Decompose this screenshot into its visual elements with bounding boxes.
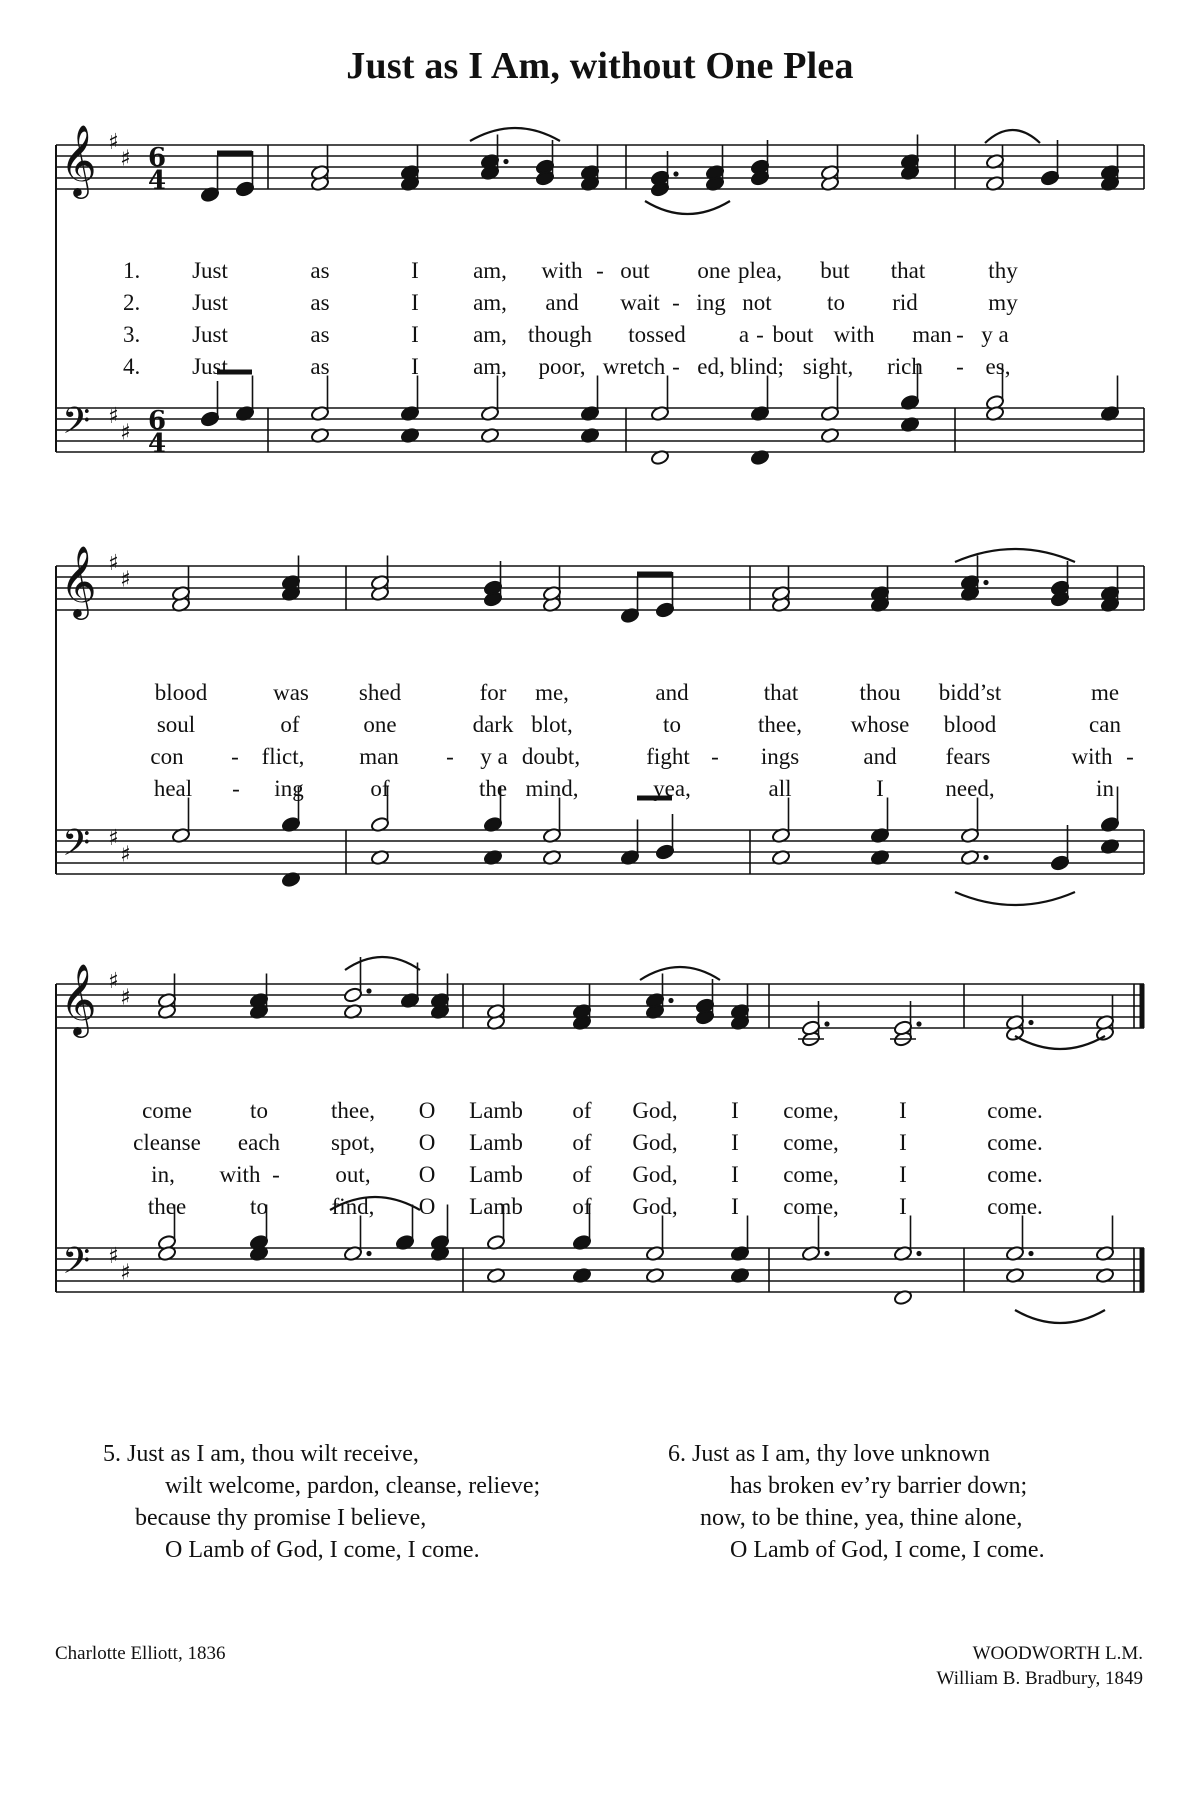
lyric-syllable: blind; xyxy=(730,354,784,379)
augmentation-dot xyxy=(366,1251,371,1256)
lyric-syllable: with xyxy=(1071,744,1113,769)
augmentation-dot xyxy=(1028,1020,1033,1025)
lyric-syllable: - xyxy=(596,258,604,283)
lyric-syllable: of xyxy=(572,1162,592,1187)
lyric-syllable: O xyxy=(418,1162,436,1187)
treble-clef-icon: 𝄞 xyxy=(60,544,97,617)
augmentation-dot xyxy=(916,1021,921,1026)
lyric-syllable: am, xyxy=(473,322,507,347)
lyric-syllable: - xyxy=(956,322,964,347)
lyric-syllable: - xyxy=(756,322,764,347)
lyric-syllable: blot, xyxy=(531,712,573,737)
sharp-icon: ♯ xyxy=(108,551,119,576)
lyric-syllable: - xyxy=(232,776,240,801)
lyric-syllable: God, xyxy=(632,1130,678,1155)
composer-credit: William B. Bradbury, 1849 xyxy=(936,1668,1143,1689)
augmentation-dot xyxy=(983,580,988,585)
verse-line: wilt welcome, pardon, cleanse, relieve; xyxy=(165,1473,541,1499)
words-credit: Charlotte Elliott, 1836 xyxy=(55,1643,226,1664)
lyric-syllable: thee xyxy=(147,1194,187,1219)
lyric-syllable: with xyxy=(219,1162,261,1187)
verse-line: because thy promise I believe, xyxy=(135,1505,427,1531)
lyric-syllable: I xyxy=(731,1162,739,1187)
lyric-syllable: come. xyxy=(987,1194,1043,1219)
lyric-syllable: I xyxy=(731,1194,739,1219)
lyric-syllable: es, xyxy=(985,354,1011,379)
lyric-syllable: whose xyxy=(850,712,910,737)
treble-clef-icon: 𝄞 xyxy=(60,962,97,1035)
augmentation-dot xyxy=(366,988,371,993)
lyric-syllable: yea, xyxy=(653,776,691,801)
lyric-syllable: I xyxy=(899,1162,907,1187)
lyric-syllable: Lamb xyxy=(469,1098,523,1123)
slur xyxy=(640,967,720,980)
lyric-syllable: wait xyxy=(620,290,660,315)
lyric-syllable: a xyxy=(738,322,750,347)
verse-line: has broken ev’ry barrier down; xyxy=(730,1473,1028,1499)
verse-line: Just as I am, thy love unknown xyxy=(692,1441,990,1467)
verse-number: 1. xyxy=(123,258,141,283)
lyric-syllable: that xyxy=(763,680,799,705)
lyric-syllable: I xyxy=(731,1130,739,1155)
lyric-syllable: - xyxy=(1126,744,1134,769)
lyric-syllable: y a xyxy=(981,322,1009,347)
lyric-syllable: come xyxy=(142,1098,192,1123)
lyric-syllable: sight, xyxy=(802,354,854,379)
lyric-syllable: come, xyxy=(783,1194,839,1219)
lyric-syllable: come. xyxy=(987,1130,1043,1155)
verse-5 xyxy=(103,1438,540,1566)
lyric-syllable: Just xyxy=(192,290,228,315)
lyric-syllable: y a xyxy=(480,744,508,769)
time-signature: 6 xyxy=(148,143,167,173)
lyric-syllable: come, xyxy=(783,1130,839,1155)
verse-number: 2. xyxy=(123,290,141,315)
lyric-syllable: Just xyxy=(192,354,228,379)
augmentation-dot xyxy=(824,1021,829,1026)
lyric-syllable: was xyxy=(273,680,309,705)
lyric-syllable: am, xyxy=(473,354,507,379)
lyric-syllable: thee, xyxy=(330,1098,376,1123)
lyric-syllable: and xyxy=(863,744,897,769)
bass-clef-icon: 𝄢 xyxy=(62,822,91,873)
lyric-syllable: O xyxy=(418,1130,436,1155)
slur xyxy=(470,128,560,141)
lyric-syllable: - xyxy=(231,744,239,769)
sharp-icon: ♯ xyxy=(108,969,119,994)
lyric-syllable: poor, xyxy=(538,354,586,379)
hymn-title: Just as I Am, without One Plea xyxy=(346,45,854,87)
lyric-syllable: come. xyxy=(987,1162,1043,1187)
lyric-syllable: I xyxy=(731,1098,739,1123)
lyric-syllable: Just xyxy=(192,258,228,283)
tune-credit: WOODWORTH L.M. xyxy=(972,1643,1143,1664)
lyric-syllable: not xyxy=(742,290,772,315)
lyric-syllable: I xyxy=(411,258,419,283)
slur xyxy=(345,957,420,970)
lyric-syllable: me xyxy=(1090,680,1120,705)
lyric-syllable: man xyxy=(359,744,399,769)
lyric-syllable: of xyxy=(572,1194,592,1219)
lyric-syllable: ed, xyxy=(697,354,725,379)
slur xyxy=(645,201,730,214)
lyric-syllable: of xyxy=(572,1098,592,1123)
lyric-syllable: to xyxy=(250,1194,268,1219)
lyric-syllable: to xyxy=(827,290,845,315)
lyric-syllable: Lamb xyxy=(469,1194,523,1219)
lyric-syllable: con xyxy=(150,744,184,769)
lyric-syllable: the xyxy=(478,776,508,801)
sharp-icon: ♯ xyxy=(108,404,119,429)
sharp-icon: ♯ xyxy=(108,1244,119,1269)
lyric-syllable: Lamb xyxy=(469,1162,523,1187)
verse-number: 4. xyxy=(123,354,141,379)
lyric-syllable: blood xyxy=(943,712,997,737)
time-signature: 6 xyxy=(148,406,167,436)
lyric-syllable: spot, xyxy=(330,1130,376,1155)
slur xyxy=(1015,1310,1105,1323)
lyric-syllable: plea, xyxy=(737,258,783,283)
lyric-syllable: find, xyxy=(331,1194,375,1219)
lyric-syllable: out, xyxy=(335,1162,371,1187)
slur xyxy=(985,130,1040,143)
verse-line: O Lamb of God, I come, I come. xyxy=(730,1537,1045,1563)
lyric-syllable: am, xyxy=(473,258,507,283)
augmentation-dot xyxy=(824,1251,829,1256)
lyric-syllable: ings xyxy=(760,744,800,769)
lyric-syllable: as xyxy=(310,354,330,379)
lyric-syllable: - xyxy=(956,354,964,379)
lyric-syllable: ing xyxy=(274,776,304,801)
lyric-syllable: but xyxy=(820,258,850,283)
lyric-syllable: I xyxy=(876,776,884,801)
lyric-syllable: and xyxy=(655,680,689,705)
lyric-syllable: need, xyxy=(945,776,995,801)
treble-clef-icon: 𝄞 xyxy=(60,123,97,196)
verse-number: 6. xyxy=(668,1441,686,1467)
slur xyxy=(955,892,1075,905)
lyric-syllable: heal xyxy=(153,776,193,801)
lyric-syllable: as xyxy=(310,258,330,283)
lyric-syllable: wretch xyxy=(602,354,666,379)
lyric-syllable: and xyxy=(545,290,579,315)
slur xyxy=(1015,1036,1105,1049)
lyric-syllable: soul xyxy=(156,712,196,737)
lyric-syllable: Just xyxy=(192,322,228,347)
lyric-syllable: in xyxy=(1096,776,1114,801)
lyric-syllable: as xyxy=(310,290,330,315)
time-signature: 4 xyxy=(148,166,167,196)
lyric-syllable: God, xyxy=(632,1194,678,1219)
lyric-syllable: - xyxy=(446,744,454,769)
time-signature: 4 xyxy=(148,429,167,459)
augmentation-dot xyxy=(916,1251,921,1256)
bass-clef-icon: 𝄢 xyxy=(62,1240,91,1291)
lyric-syllable: I xyxy=(411,322,419,347)
lyric-syllable: fears xyxy=(945,744,991,769)
verse-6 xyxy=(668,1438,1045,1566)
lyric-syllable: bidd’st xyxy=(938,680,1002,705)
lyric-syllable: in, xyxy=(151,1162,175,1187)
lyric-syllable: of xyxy=(572,1130,592,1155)
lyric-syllable: ing xyxy=(696,290,726,315)
lyric-syllable: all xyxy=(768,776,792,801)
lyric-syllable: - xyxy=(672,354,680,379)
lyric-syllable: I xyxy=(899,1130,907,1155)
lyric-syllable: of xyxy=(280,712,300,737)
lyric-syllable: rich xyxy=(887,354,923,379)
lyric-syllable: can xyxy=(1089,712,1121,737)
sharp-icon: ♯ xyxy=(120,842,131,868)
lyric-syllable: I xyxy=(411,354,419,379)
lyric-syllable: I xyxy=(899,1194,907,1219)
sharp-icon: ♯ xyxy=(108,130,119,155)
lyric-syllable: for xyxy=(479,680,507,705)
lyric-syllable: me, xyxy=(535,680,569,705)
lyric-syllable: tossed xyxy=(628,322,686,347)
lyric-syllable: God, xyxy=(632,1098,678,1123)
augmentation-dot xyxy=(673,171,678,176)
lyric-syllable: - xyxy=(672,290,680,315)
sharp-icon: ♯ xyxy=(120,146,131,172)
augmentation-dot xyxy=(668,998,673,1003)
sharp-icon: ♯ xyxy=(120,567,131,593)
lyric-syllable: doubt, xyxy=(521,744,581,769)
bass-clef-icon: 𝄢 xyxy=(62,400,91,451)
sharp-icon: ♯ xyxy=(120,985,131,1011)
lyric-syllable: God, xyxy=(632,1162,678,1187)
verse-number: 3. xyxy=(123,322,141,347)
lyric-syllable: thy xyxy=(988,258,1018,283)
lyric-syllable: my xyxy=(988,290,1018,315)
lyric-syllable: bout xyxy=(772,322,814,347)
lyric-syllable: thee, xyxy=(757,712,803,737)
lyric-syllable: come, xyxy=(783,1162,839,1187)
lyric-syllable: though xyxy=(528,322,592,347)
lyric-syllable: rid xyxy=(892,290,918,315)
lyric-syllable: O xyxy=(418,1098,436,1123)
lyric-syllable: as xyxy=(310,322,330,347)
lyric-syllable: cleanse xyxy=(133,1130,201,1155)
sharp-icon: ♯ xyxy=(120,420,131,446)
slur xyxy=(955,549,1075,562)
lyric-syllable: out xyxy=(620,258,650,283)
lyric-syllable: with xyxy=(541,258,583,283)
lyric-syllable: to xyxy=(663,712,681,737)
lyric-syllable: dark xyxy=(472,712,514,737)
lyric-syllable: I xyxy=(899,1098,907,1123)
lyric-syllable: am, xyxy=(473,290,507,315)
lyric-syllable: - xyxy=(272,1162,280,1187)
verse-line: now, to be thine, yea, thine alone, xyxy=(700,1505,1023,1531)
sharp-icon: ♯ xyxy=(108,826,119,851)
lyric-syllable: Lamb xyxy=(469,1130,523,1155)
lyric-syllable: come, xyxy=(783,1098,839,1123)
lyric-syllable: come. xyxy=(987,1098,1043,1123)
lyric-syllable: that xyxy=(890,258,926,283)
lyric-syllable: of xyxy=(370,776,390,801)
lyric-syllable: thou xyxy=(859,680,901,705)
lyric-syllable: blood xyxy=(154,680,208,705)
lyric-syllable: with xyxy=(833,322,875,347)
verse-line: Just as I am, thou wilt receive, xyxy=(127,1441,419,1467)
lyric-syllable: I xyxy=(411,290,419,315)
lyric-syllable: each xyxy=(237,1130,281,1155)
lyric-syllable: - xyxy=(711,744,719,769)
augmentation-dot xyxy=(503,159,508,164)
verse-number: 5. xyxy=(103,1441,121,1467)
lyric-syllable: mind, xyxy=(525,776,579,801)
lyric-syllable: to xyxy=(250,1098,268,1123)
augmentation-dot xyxy=(1028,1251,1033,1256)
lyric-syllable: one xyxy=(697,258,731,283)
verse-line: O Lamb of God, I come, I come. xyxy=(165,1537,480,1563)
lyric-syllable: one xyxy=(363,712,397,737)
lyric-syllable: flict, xyxy=(261,744,305,769)
lyric-syllable: O xyxy=(418,1194,436,1219)
augmentation-dot xyxy=(983,855,988,860)
lyric-syllable: man xyxy=(912,322,952,347)
lyric-syllable: fight xyxy=(646,744,690,769)
sharp-icon: ♯ xyxy=(120,1260,131,1286)
lyric-syllable: shed xyxy=(358,680,402,705)
